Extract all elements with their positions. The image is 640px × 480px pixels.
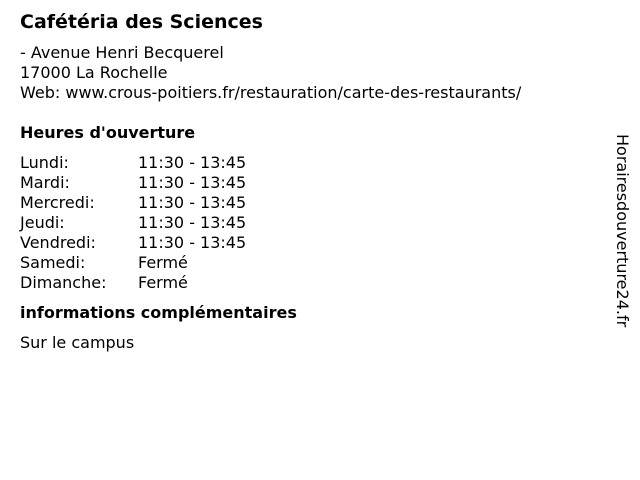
hours-row-tuesday [20, 173, 605, 193]
address-street: - Avenue Henri Becquerel [20, 43, 224, 62]
info-heading: informations complémentaires [20, 303, 297, 322]
hours-table [20, 153, 605, 293]
place-title: Cafétéria des Sciences [20, 11, 263, 33]
address-block [20, 43, 605, 103]
address-city: 17000 La Rochelle [20, 63, 168, 82]
hours-row-wednesday [20, 193, 605, 213]
website-line: Web: www.crous-poitiers.fr/restauration/carte-des-restaurants/ [20, 83, 522, 102]
hours-row-friday [20, 233, 605, 253]
opening-time: 11:30 - 13:45 [138, 193, 247, 212]
hours-row-monday [20, 153, 605, 173]
site-watermark: Horairesdouverture24.fr [613, 134, 632, 328]
hours-row-sunday [20, 273, 605, 293]
day-label: Jeudi: [20, 213, 65, 232]
day-label: Dimanche: [20, 273, 107, 292]
opening-time: 11:30 - 13:45 [138, 153, 247, 172]
day-label: Lundi: [20, 153, 69, 172]
hours-heading: Heures d'ouverture [20, 123, 196, 142]
info-text: Sur le campus [20, 333, 135, 352]
day-label: Mardi: [20, 173, 70, 192]
place-card [20, 10, 605, 353]
opening-time: Fermé [138, 273, 188, 292]
hours-row-saturday [20, 253, 605, 273]
day-label: Vendredi: [20, 233, 96, 252]
day-label: Mercredi: [20, 193, 95, 212]
opening-time: 11:30 - 13:45 [138, 233, 247, 252]
hours-row-thursday [20, 213, 605, 233]
opening-time: Fermé [138, 253, 188, 272]
day-label: Samedi: [20, 253, 86, 272]
opening-time: 11:30 - 13:45 [138, 213, 247, 232]
opening-time: 11:30 - 13:45 [138, 173, 247, 192]
